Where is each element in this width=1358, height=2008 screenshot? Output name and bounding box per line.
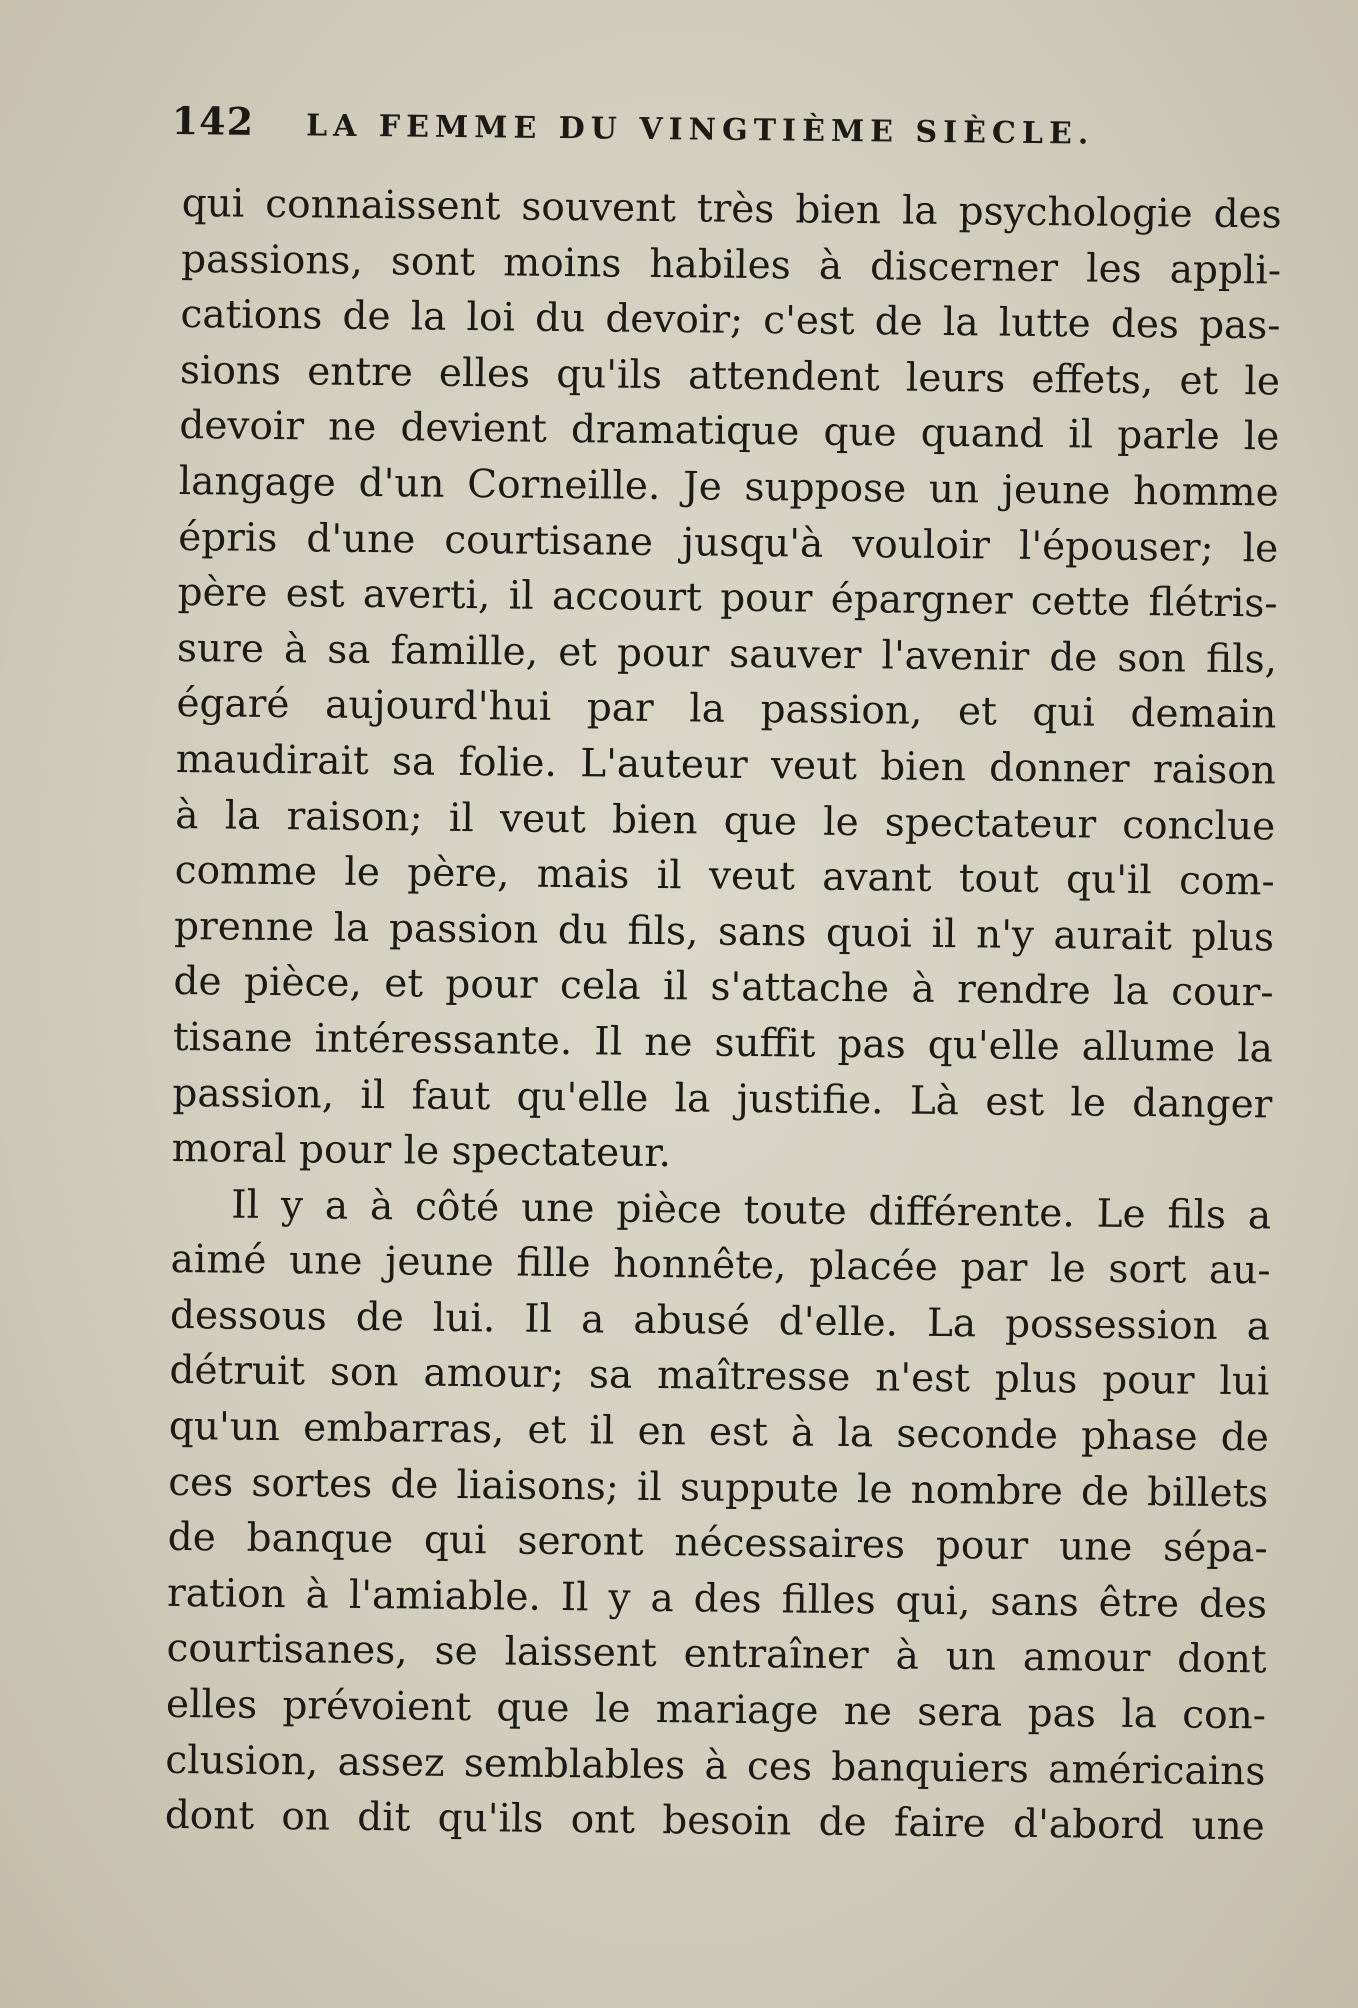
text-line: dessous de lui. Il a abusé d'elle. La possession a xyxy=(169,1292,1271,1350)
text-line: de pièce, et pour cela il s'attache à rendre la cour- xyxy=(173,959,1274,1016)
text-line: elles prévoient que le mariage ne sera pas la con- xyxy=(165,1681,1267,1739)
text-line: passion, il faut qu'elle la justifie. Là est le danger xyxy=(172,1070,1273,1127)
text-line: détruit son amour; sa maîtresse n'est plus pour lui xyxy=(169,1348,1270,1405)
text-line: langage d'un Corneille. Je suppose un jeune homme xyxy=(178,458,1279,516)
text-line: maudirait sa folie. L'auteur veut bien donner raison xyxy=(175,736,1277,794)
text-line: clusion, assez semblables à ces banquiers américains xyxy=(165,1737,1266,1795)
running-title: LA FEMME DU VINGTIÈME SIÈCLE. xyxy=(305,108,1095,152)
text-line: prenne la passion du fils, sans quoi il n'y aurait plus xyxy=(173,903,1275,961)
text-line: devoir ne devient dramatique que quand il parle le xyxy=(179,403,1280,460)
text-line: père est averti, il accourt pour épargner cette flétris- xyxy=(177,570,1278,627)
text-line: sure à sa famille, et pour sauver l'avenir de son fils, xyxy=(176,625,1278,683)
text-line: égaré aujourd'hui par la passion, et qui demain xyxy=(176,681,1277,738)
text-line: courtisanes, se laissent entraîner à un amour dont xyxy=(166,1626,1267,1683)
text-line: passions, sont moins habiles à discerner les appli- xyxy=(180,236,1282,294)
page-header xyxy=(171,98,1201,159)
body-text xyxy=(165,176,1282,1855)
text-line: comme le père, mais il veut avant tout qu'il com- xyxy=(174,848,1275,905)
text-line: qu'un embarras, et il en est à la seconde phase de xyxy=(168,1403,1270,1461)
text-line: Il y a à côté une pièce toute différente. Le fils a xyxy=(230,1182,1272,1239)
text-line: sions entre elles qu'ils attendent leurs effets, et le xyxy=(179,347,1281,405)
text-line: de banque qui seront nécessaires pour une sépa- xyxy=(167,1515,1268,1572)
text-line: qui connaissent souvent très bien la psychologie des xyxy=(181,180,1282,238)
text-line: ration à l'amiable. Il y a des filles qui, sans être des xyxy=(166,1570,1268,1628)
text-line: à la raison; il veut bien que le spectateur conclue xyxy=(175,792,1276,850)
text-line: tisane intéressante. Il ne suffit pas qu'elle allume la xyxy=(172,1014,1274,1072)
text-line: dont on dit qu'ils ont besoin de faire d'abord une xyxy=(164,1793,1266,1850)
text-line: cations de la loi du devoir; c'est de la lutte des pas- xyxy=(180,292,1281,349)
text-line: moral pour le spectateur. xyxy=(171,1126,672,1177)
text-line: aimé une jeune fille honnête, placée par le sort au- xyxy=(170,1237,1271,1294)
text-line: ces sortes de liaisons; il suppute le nombre de billets xyxy=(168,1459,1269,1517)
paragraph xyxy=(172,176,1282,1188)
paragraph xyxy=(165,1177,1272,1856)
text-line: épris d'une courtisane jusqu'à vouloir l'épouser; le xyxy=(177,514,1279,572)
page-number: 142 xyxy=(171,98,255,144)
